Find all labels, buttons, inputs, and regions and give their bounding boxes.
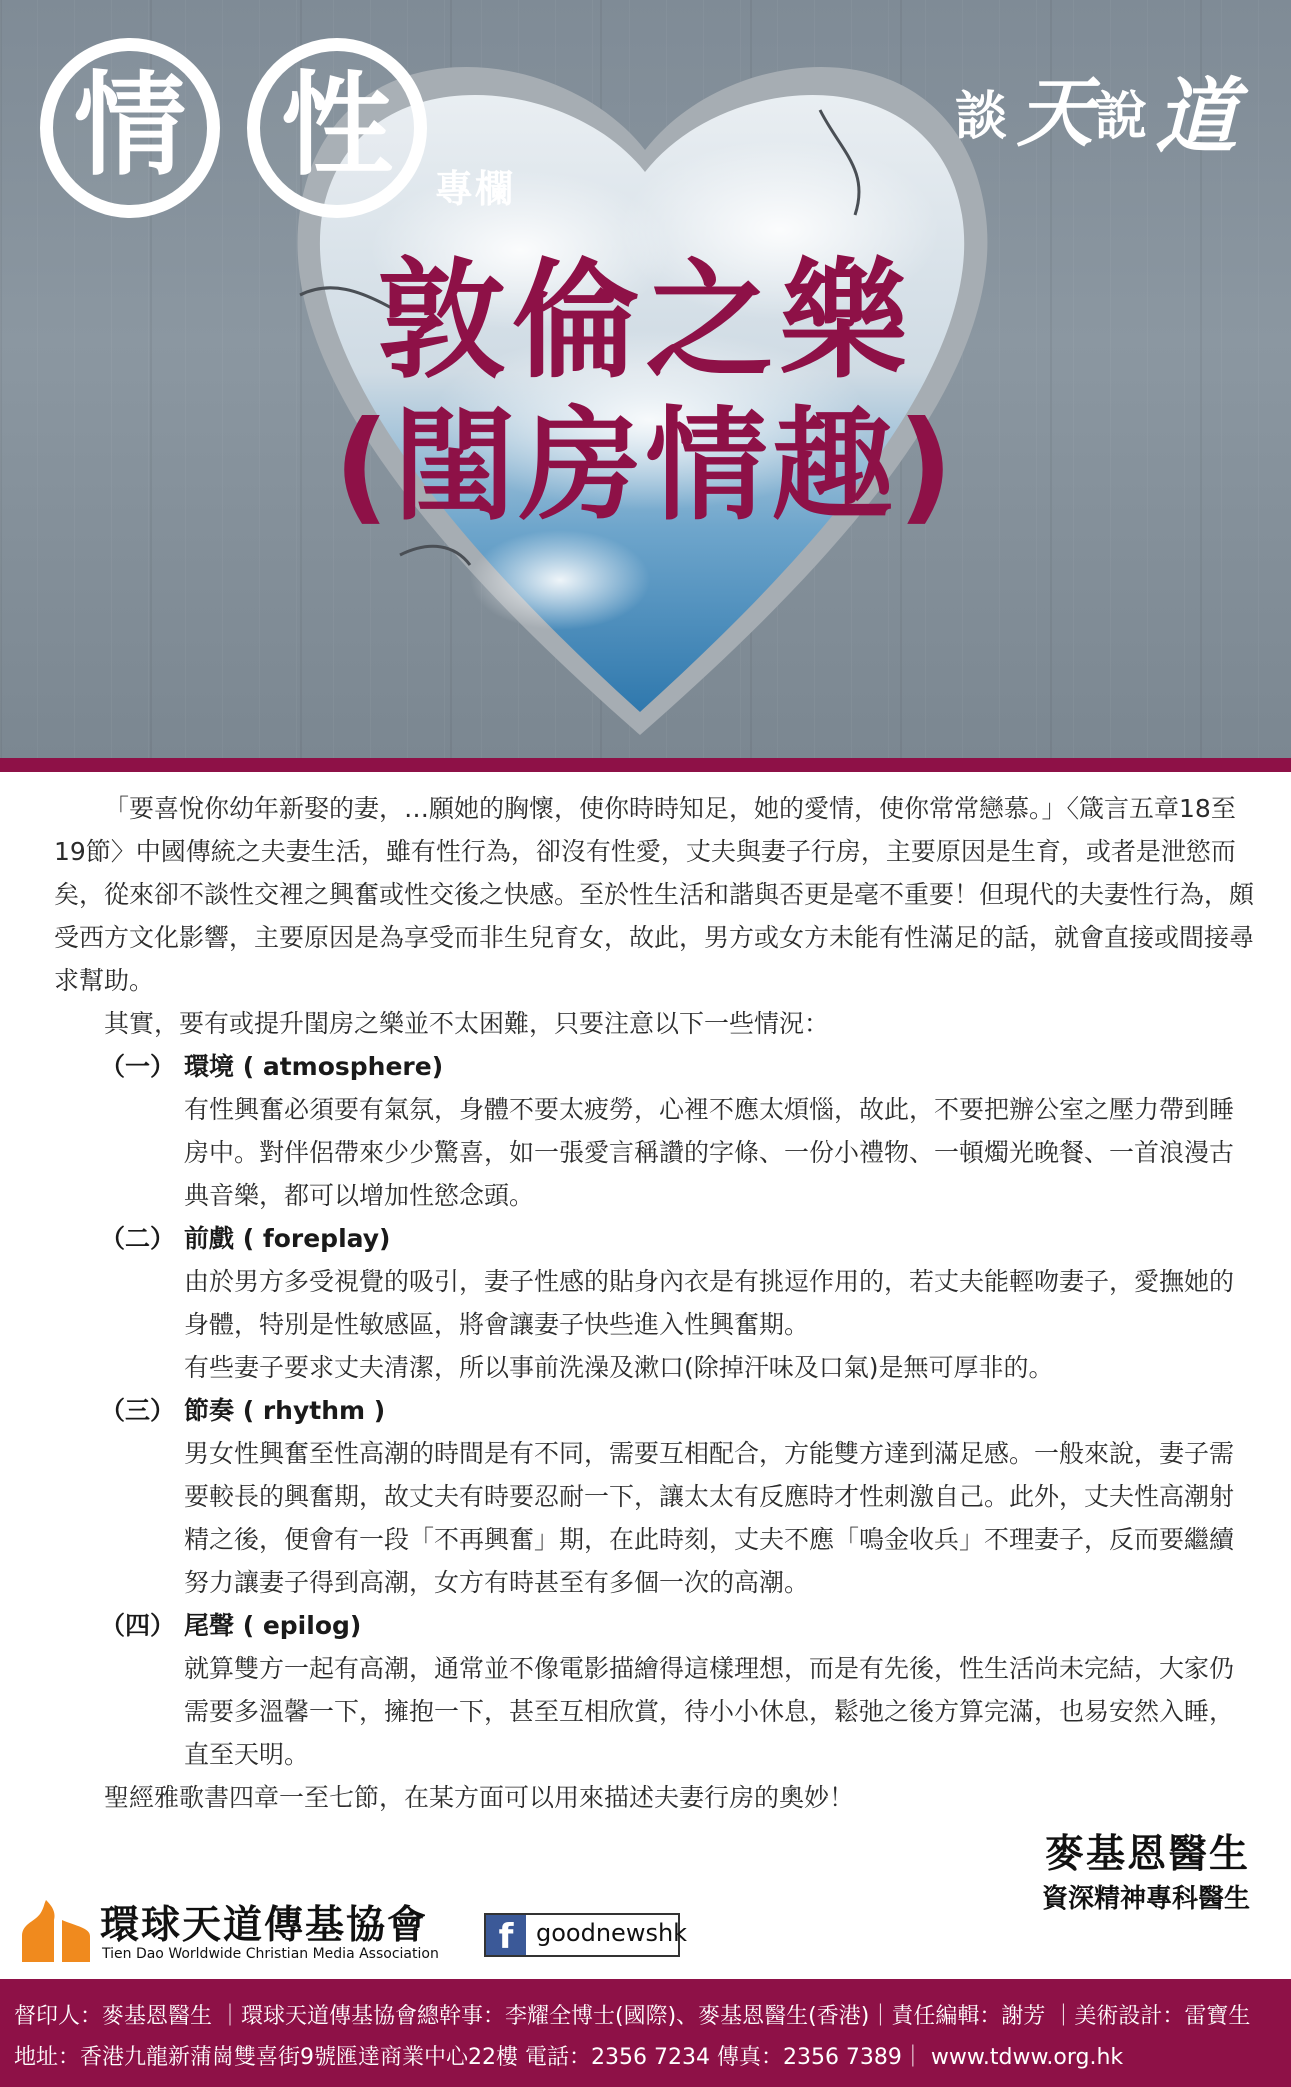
brand-char: 談	[955, 86, 1008, 147]
section-number: （三）	[100, 1396, 176, 1425]
author-name: 麥基恩醫生	[1044, 1832, 1250, 1877]
section-number: （二）	[100, 1224, 176, 1253]
brand-calligraphy-logo	[955, 52, 1255, 172]
section-heading	[54, 1604, 1254, 1647]
article-body	[54, 787, 1254, 1819]
footer-credits: 督印人：麥基恩醫生 ｜環球天道傳基協會總幹事：李耀全博士(國際)、麥基恩醫生(香港)｜責任編輯：謝芳 ｜美術設計：雷寶生	[14, 2004, 1251, 2029]
section-heading	[54, 1045, 1254, 1088]
section-heading	[54, 1389, 1254, 1432]
section-title: 前戲 ( foreplay)	[184, 1224, 391, 1253]
facebook-handle: goodnewshk	[536, 1919, 688, 1947]
lead-paragraph: 其實，要有或提升閨房之樂並不太困難，只要注意以下一些情況：	[104, 1009, 830, 1038]
section-title: 尾聲 ( epilog)	[184, 1611, 362, 1640]
section-body: 有些妻子要求丈夫清潔，所以事前洗澡及漱口(除掉汗味及口氣)是無可厚非的。	[184, 1353, 1054, 1382]
accent-band	[0, 758, 1291, 772]
brand-char: 說	[1095, 86, 1148, 147]
section-body: 就算雙方一起有高潮，通常並不像電影描繪得這樣理想，而是有先後，性生活尚未完結，大家仍需要多溫馨一下，擁抱一下，甚至互相欣賞，待小小休息，鬆弛之後方算完滿，也易安然入睡，直至天明。	[184, 1654, 1235, 1769]
badge-xing: 性	[247, 38, 427, 218]
flame-cross-icon	[18, 1892, 94, 1968]
org-name-chinese: 環球天道傳基協會	[100, 1903, 429, 1948]
intro-paragraph: 「要喜悅你幼年新娶的妻，…願她的胸懷，使你時時知足，她的愛情，使你常常戀慕。」〈箴言五章18至19節〉中國傳統之夫妻生活，雖有性行為，卻沒有性愛，丈夫與妻子行房，主要原因是生育，或者是泄慾而矣，從來卻不談性交裡之興奮或性交後之快感。至於性生活和諧與否更是毫不重要！但現代的夫妻性行為，頗受西方文化影響，主要原因是為享受而非生兒育女，故此，男方或女方未能有性滿足的話，就會直接或間接尋求幫助。	[54, 794, 1255, 995]
hero-banner	[0, 0, 1291, 758]
section-number: （四）	[100, 1611, 176, 1640]
article-subtitle: (閨房情趣)	[333, 395, 958, 537]
author-title: 資深精神專科醫生	[1041, 1884, 1250, 1914]
badge-qing: 情	[40, 38, 220, 218]
brand-char: 道	[1155, 69, 1237, 165]
section-number: （一）	[100, 1052, 176, 1081]
footer-bar	[0, 1979, 1291, 2087]
section-body: 男女性興奮至性高潮的時間是有不同，需要互相配合，方能雙方達到滿足感。一般來說，妻子需要較長的興奮期，故丈夫有時要忍耐一下，讓太太有反應時才性刺激自己。此外，丈夫性高潮射精之後，便會有一段「不再興奮」期，在此時刻，丈夫不應「鳴金收兵」不理妻子，反而要繼續努力讓妻子得到高潮，女方有時甚至有多個一次的高潮。	[184, 1439, 1235, 1597]
cloud	[470, 530, 650, 630]
section-title: 環境 ( atmosphere)	[184, 1052, 444, 1081]
facebook-link[interactable]	[484, 1913, 688, 1957]
section-body: 有性興奮必須要有氣氛，身體不要太疲勞，心裡不應太煩惱，故此，不要把辦公室之壓力帶到睡房中。對伴侶帶來少少驚喜，如一張愛言稱讚的字條、一份小禮物、一頓燭光晚餐、一首浪漫古典音樂，都可以增加性慾念頭。	[184, 1095, 1235, 1210]
article-title: 敦倫之樂	[377, 247, 914, 396]
closing-paragraph: 聖經雅歌書四章一至七節，在某方面可以用來描述夫妻行房的奧妙！	[104, 1783, 855, 1812]
organization-logo	[18, 1892, 468, 1972]
column-label: 專欄	[435, 167, 516, 211]
section-title: 節奏 ( rhythm )	[184, 1396, 386, 1425]
org-name-english: Tien Dao Worldwide Christian Media Association	[102, 1946, 439, 1962]
brand-char: 天	[1017, 68, 1093, 157]
facebook-icon: f	[486, 1915, 526, 1955]
footer-contact: 地址：香港九龍新蒲崗雙喜街9號匯達商業中心22樓 電話：2356 7234 傳真：2356 7389｜ www.tdww.org.hk	[14, 2045, 1124, 2070]
author-signature	[1042, 1830, 1250, 1918]
section-body: 由於男方多受視覺的吸引，妻子性感的貼身內衣是有挑逗作用的，若丈夫能輕吻妻子，愛撫她的身體，特別是性敏感區，將會讓妻子快些進入性興奮期。	[184, 1267, 1235, 1339]
section-heading	[54, 1217, 1254, 1260]
